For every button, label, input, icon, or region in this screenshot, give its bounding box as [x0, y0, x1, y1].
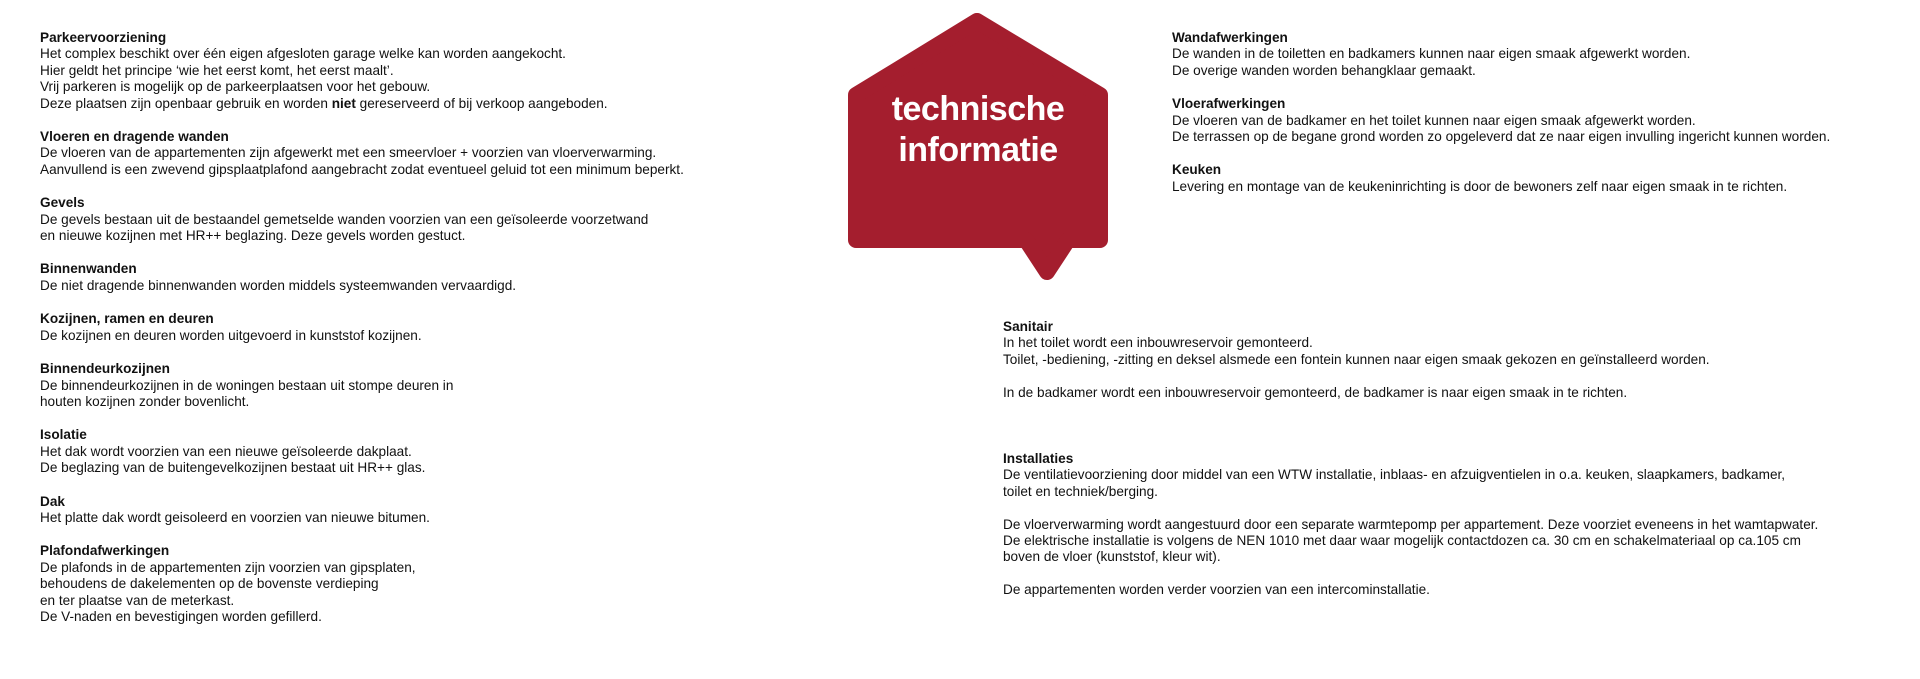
text-line [1003, 500, 1818, 516]
section-dak [40, 494, 684, 527]
text-line [1003, 368, 1818, 384]
section-wandafwerkingen [1172, 30, 1830, 79]
section-plafondafwerkingen [40, 543, 684, 625]
text-line: toilet en techniek/berging. [1003, 483, 1158, 499]
text-line: De V-naden en bevestigingen worden gefillerd. [40, 608, 322, 624]
text-line: De beglazing van de buitengevelkozijnen bestaat uit HR++ glas. [40, 460, 426, 476]
text-line: De kozijnen en deuren worden uitgevoerd in kunststof kozijnen. [40, 327, 422, 343]
text-line: Vrij parkeren is mogelijk op de parkeerplaatsen voor het gebouw. [40, 79, 431, 95]
text-line: Hier geldt het principe ‘wie het eerst komt, het eerst maalt’. [40, 62, 394, 78]
badge-title-line-2: informatie [898, 131, 1058, 169]
text-line: De niet dragende binnenwanden worden middels systeemwanden vervaardigd. [40, 277, 517, 293]
section-title: Plafondafwerkingen [40, 543, 170, 559]
section-title: Binnenwanden [40, 261, 137, 277]
section-title: Gevels [40, 195, 85, 211]
right-bottom-text-column [1003, 319, 1818, 616]
text-segment: Deze plaatsen zijn openbaar gebruik en worden [40, 95, 332, 111]
text-line: De elektrische installatie is volgens de NEN 1010 met daar waar mogelijk contactdozen ca. 30 cm en schakelmateriaal op ca.105 cm [1003, 533, 1801, 549]
text-line [1003, 566, 1818, 582]
emphasized-text: niet [331, 95, 356, 111]
text-line: In het toilet wordt een inbouwreservoir gemonteerd. [1003, 335, 1313, 351]
text-line: De vloeren van de badkamer en het toilet kunnen naar eigen smaak afgewerkt worden. [1172, 112, 1696, 128]
section-kozijnen-ramen-en-deuren [40, 311, 684, 344]
badge-title-line-1: technische [891, 90, 1065, 128]
text-line: boven de vloer (kunststof, kleur wit). [1003, 549, 1221, 565]
section-binnendeurkozijnen [40, 361, 684, 410]
text-line: De wanden in de toiletten en badkamers kunnen naar eigen smaak afgewerkt worden. [1172, 46, 1691, 62]
section-title: Isolatie [40, 427, 87, 443]
section-gevels [40, 195, 684, 244]
text-line: behoudens de dakelementen op de bovenste verdieping [40, 576, 379, 592]
technical-info-badge [848, 13, 1108, 287]
text-line: en ter plaatse van de meterkast. [40, 592, 235, 608]
section-sanitair [1003, 319, 1818, 401]
section-keuken [1172, 162, 1830, 195]
section-vloeren-en-dragende-wanden [40, 129, 684, 178]
section-title: Wandafwerkingen [1172, 30, 1288, 45]
badge-title [848, 89, 1108, 171]
section-title: Keuken [1172, 162, 1222, 178]
text-line: De vloeren van de appartementen zijn afgewerkt met een smeervloer + voorzien van vloerverwarming. [40, 145, 657, 161]
section-vloerafwerkingen [1172, 96, 1830, 145]
section-title: Sanitair [1003, 319, 1053, 334]
section-title: Binnendeurkozijnen [40, 361, 170, 377]
text-line: houten kozijnen zonder bovenlicht. [40, 393, 250, 409]
section-title: Kozijnen, ramen en deuren [40, 311, 214, 327]
text-line: De terrassen op de begane grond worden zo opgeleverd dat ze naar eigen invulling ingericht kunnen worden. [1172, 129, 1831, 145]
right-top-text-column [1172, 30, 1830, 212]
text-line: Het platte dak wordt geisoleerd en voorzien van nieuwe bitumen. [40, 509, 430, 525]
section-parkeervoorziening [40, 30, 684, 112]
section-installaties [1003, 451, 1818, 599]
text-line: De appartementen worden verder voorzien van een intercominstallatie. [1003, 582, 1430, 598]
section-title: Installaties [1003, 451, 1074, 467]
text-line: Het complex beschikt over één eigen afgesloten garage welke kan worden aangekocht. [40, 46, 566, 62]
text-line: De gevels bestaan uit de bestaandel gemetselde wanden voorzien van een geïsoleerde voorzetwand [40, 211, 649, 227]
text-line [40, 96, 684, 112]
text-line: In de badkamer wordt een inbouwreservoir gemonteerd, de badkamer is naar eigen smaak in te richten. [1003, 384, 1628, 400]
text-line: De binnendeurkozijnen in de woningen bestaan uit stompe deuren in [40, 377, 454, 393]
left-text-column [40, 30, 684, 642]
text-line: Aanvullend is een zwevend gipsplaatplafond aangebracht zodat eventueel geluid tot een minimum beperkt. [40, 161, 684, 177]
text-segment: gereserveerd of bij verkoop aangeboden. [355, 95, 608, 111]
text-line: De vloerverwarming wordt aangestuurd door een separate warmtepomp per appartement. Deze voorziet eveneens in het wamtapwater. [1003, 516, 1819, 532]
text-line: en nieuwe kozijnen met HR++ beglazing. Deze gevels worden gestuct. [40, 228, 466, 244]
text-line: De plafonds in de appartementen zijn voorzien van gipsplaten, [40, 559, 416, 575]
section-title: Vloeren en dragende wanden [40, 129, 229, 145]
text-line: Levering en montage van de keukeninrichting is door de bewoners zelf naar eigen smaak in te richten. [1172, 178, 1788, 194]
text-line: De overige wanden worden behangklaar gemaakt. [1172, 62, 1476, 78]
text-line: De ventilatievoorziening door middel van een WTW installatie, inblaas- en afzuigventielen in o.a. keuken, slaapkamers, badkamer, [1003, 467, 1786, 483]
section-isolatie [40, 427, 684, 476]
section-binnenwanden [40, 261, 684, 294]
section-title: Dak [40, 493, 65, 509]
section-title: Vloerafwerkingen [1172, 96, 1286, 112]
section-title: Parkeervoorziening [40, 30, 167, 45]
text-line: Toilet, -bediening, -zitting en deksel alsmede een fontein kunnen naar eigen smaak gekozen en geïnstalleerd worden. [1003, 351, 1710, 367]
text-line: Het dak wordt voorzien van een nieuwe geïsoleerde dakplaat. [40, 443, 412, 459]
